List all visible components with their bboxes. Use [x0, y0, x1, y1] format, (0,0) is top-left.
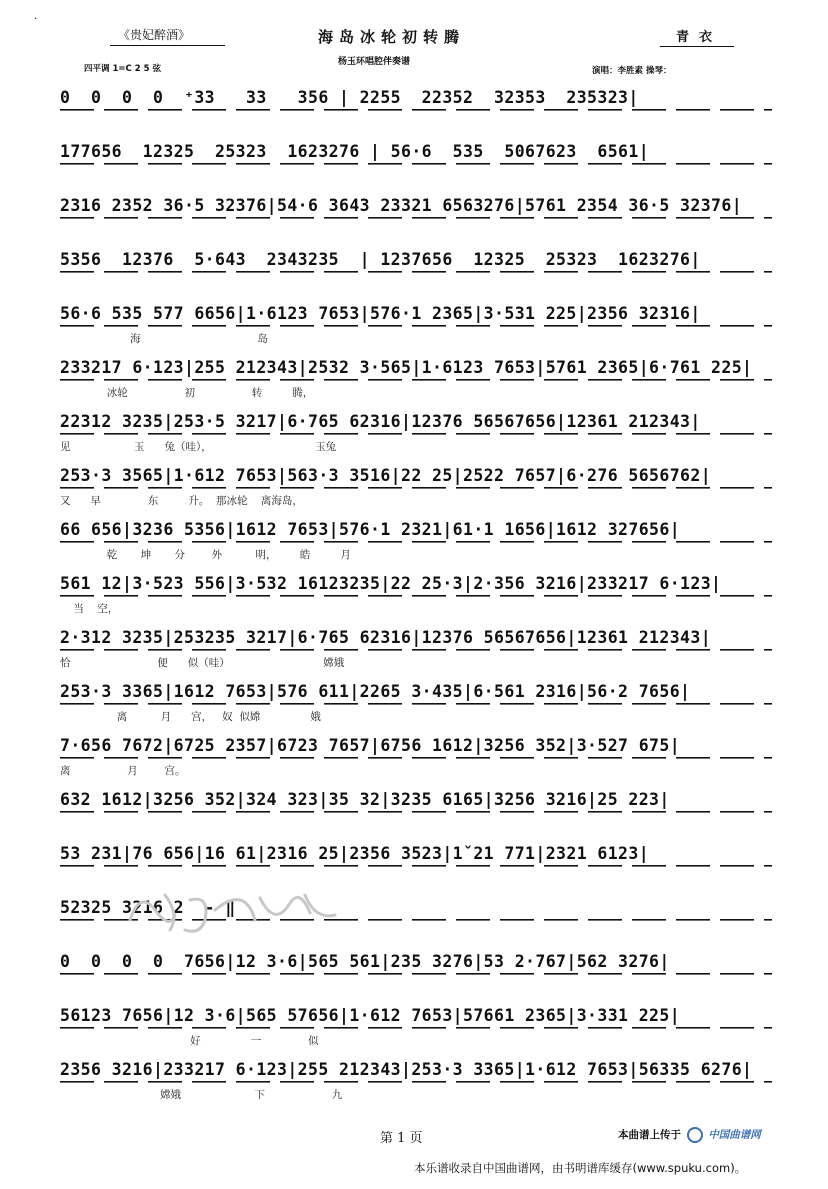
- lyrics-row: 又 早 东 升。 那冰轮 离海岛，: [60, 495, 303, 507]
- tune-name: 《贵妃醉酒》: [118, 28, 191, 42]
- score-line: [60, 520, 772, 568]
- notation-row: 66 656|3236 5356|1612 7653|576·1 2321|61·1 1656|1612 327656|: [60, 520, 772, 543]
- score-line: [60, 736, 772, 784]
- notation-row: 56·6 535 577 6656|1·6123 7653|576·1 2365|3·531 225|2356 32316|: [60, 304, 772, 327]
- tune-name-underline: [110, 45, 225, 46]
- score-line: [60, 304, 772, 352]
- score-line: [60, 574, 772, 622]
- score-line: [60, 628, 772, 676]
- notation-row: 2356 3216|233217 6·123|255 212343|253·3 3365|1·612 7653|56335 6276|: [60, 1060, 772, 1083]
- page-number: 第 1 页: [380, 1131, 423, 1146]
- corner-mark: ·: [34, 14, 38, 25]
- notation-row: 561 12|3·523 556|3·532 16123235|22 25·3|2·356 3216|233217 6·123|: [60, 574, 772, 597]
- notation-row: 253·3 3365|1612 7653|576 611|2265 3·435|6·561 2316|56·2 7656|: [60, 682, 772, 705]
- source-note: 本乐谱收录自中国曲谱网，由书明谱库缓存(www.spuku.com)。: [414, 1161, 747, 1175]
- score-line: [60, 88, 772, 136]
- lyrics-row: 离 月 宫。: [60, 765, 186, 777]
- lyrics-row: 乾 坤 分 外 明， 皓 月: [60, 549, 351, 561]
- notation-row: 22312 3235|253·5 3217|6·765 62316|12376 56567656|12361 212343|: [60, 412, 772, 435]
- lyrics-row: 嫦娥 下 九: [60, 1089, 343, 1101]
- notation-row: 2·312 3235|253235 3217|6·765 62316|12376 56567656|12361 212343|: [60, 628, 772, 651]
- lyrics-row: 海 岛: [60, 333, 268, 345]
- notation-row: 52325 3216 2 - ‖: [60, 898, 772, 921]
- watermark-signature: [120, 880, 350, 940]
- score-line: [60, 682, 772, 730]
- score-line: [60, 412, 772, 460]
- score-line: [60, 1060, 772, 1108]
- score-title: 海岛冰轮初转腾: [318, 28, 466, 46]
- notation-row: 56123 7656|12 3·6|565 57656|1·612 7653|57661 2365|3·331 225|: [60, 1006, 772, 1029]
- score-line: [60, 1006, 772, 1054]
- role-type-underline: [660, 46, 734, 47]
- score-line: [60, 250, 772, 298]
- notation-row: 0 0 0 0 7656|12 3·6|565 561|235 3276|53 2·767|562 3276|: [60, 952, 772, 975]
- score-line: [60, 196, 772, 244]
- upload-prefix: 本曲谱上传于: [618, 1129, 681, 1141]
- upload-site-name: 中国曲谱网: [708, 1129, 761, 1141]
- score-subtitle: 杨玉环唱腔伴奏谱: [338, 57, 411, 67]
- notation-row: 5356 12376 5·643 2343235 | 1237656 12325 25323 1623276|: [60, 250, 772, 273]
- notation-row: 632 1612|3256 352|324 323|35 32|3235 6165|3256 3216|25 223|: [60, 790, 772, 813]
- lyrics-row: 离 月 宫， 奴 似嫦 娥: [60, 711, 321, 723]
- notation-row: 53 231|76 656|16 61|2316 25|2356 3523|1ˇ21 771|2321 6123|: [60, 844, 772, 867]
- performer-credits: 演唱：李胜素 操琴：: [592, 66, 672, 76]
- upload-credit: [618, 1127, 761, 1143]
- score-line: [60, 952, 772, 1000]
- lyrics-row: 当 空，: [60, 603, 119, 615]
- score-line: [60, 358, 772, 406]
- notation-row: 7·656 7672|6725 2357|6723 7657|6756 1612|3256 352|3·527 675|: [60, 736, 772, 759]
- lyrics-row: 冰轮 初 转 腾，: [60, 387, 314, 399]
- lyrics-row: 恰 便 似（哇） 嫦娥: [60, 657, 345, 669]
- notation-row: 177656 12325 25323 1623276 | 56·6 535 5067623 6561|: [60, 142, 772, 165]
- score-line: [60, 466, 772, 514]
- notation-row: 253·3 3565|1·612 7653|563·3 3516|22 25|2522 7657|6·276 5656762|: [60, 466, 772, 489]
- site-logo-icon: [687, 1127, 703, 1143]
- notation-row: 0 0 0 0 ⁺33 33 356 | 2255 22352 32353 235323|: [60, 88, 772, 111]
- score-line: [60, 142, 772, 190]
- lyrics-row: 见 玉 兔（哇）， 玉兔: [60, 441, 337, 453]
- lyrics-row: 好 一 似: [60, 1035, 319, 1047]
- key-signature: 四平调 1=C 2 5 弦: [84, 64, 161, 74]
- score-line: [60, 790, 772, 838]
- notation-row: 2316 2352 36·5 32376|54·6 3643 23321 6563276|5761 2354 36·5 32376|: [60, 196, 772, 219]
- notation-row: 233217 6·123|255 212343|2532 3·565|1·6123 7653|5761 2365|6·761 225|: [60, 358, 772, 381]
- role-type: 青衣: [676, 30, 723, 45]
